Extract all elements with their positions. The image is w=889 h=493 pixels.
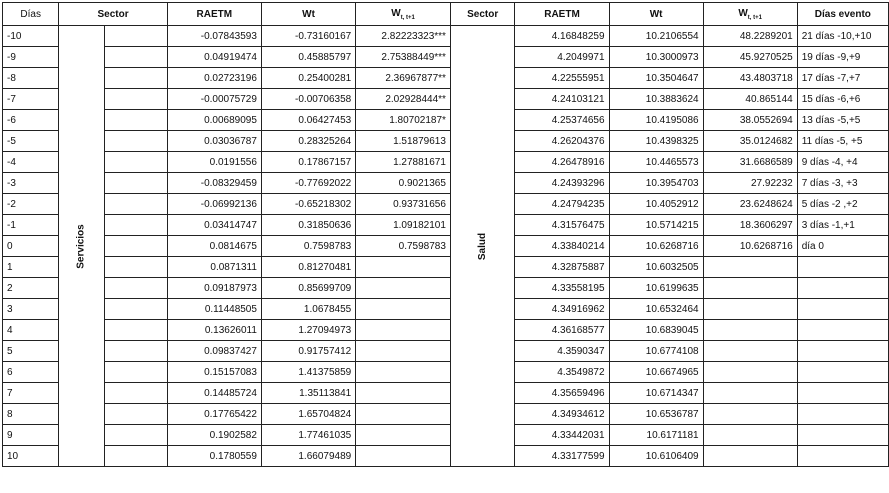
cell-empty (104, 236, 167, 257)
header-dias: Días (3, 3, 59, 26)
cell-wtt-salud: 23.6248624 (703, 194, 797, 215)
cell-dia: -6 (3, 110, 59, 131)
cell-raetm-servicios: 0.03036787 (167, 131, 261, 152)
cell-wtt-servicios: 2.36967877** (356, 68, 451, 89)
cell-wtt-servicios: 0.7598783 (356, 236, 451, 257)
cell-wtt-servicios (356, 341, 451, 362)
cell-wt-servicios: 0.31850636 (261, 215, 355, 236)
cell-dias-evento (797, 446, 888, 467)
cell-raetm-salud: 4.33840214 (515, 236, 609, 257)
cell-raetm-servicios: 0.0191556 (167, 152, 261, 173)
cell-dias-evento: 21 días -10,+10 (797, 26, 888, 47)
cell-raetm-salud: 4.24794235 (515, 194, 609, 215)
cell-dia: -10 (3, 26, 59, 47)
cell-wtt-servicios: 0.9021365 (356, 173, 451, 194)
cell-wtt-servicios (356, 425, 451, 446)
cell-empty (104, 278, 167, 299)
cell-raetm-servicios: 0.0871311 (167, 257, 261, 278)
cell-wt-servicios: 0.17867157 (261, 152, 355, 173)
cell-wtt-salud: 43.4803718 (703, 68, 797, 89)
cell-wt-servicios: 0.45885797 (261, 47, 355, 68)
cell-dias-evento (797, 362, 888, 383)
cell-wtt-salud (703, 278, 797, 299)
cell-wt-salud: 10.2106554 (609, 26, 703, 47)
cell-empty (104, 26, 167, 47)
cell-wtt-salud: 45.9270525 (703, 47, 797, 68)
cell-raetm-servicios: -0.06992136 (167, 194, 261, 215)
cell-wtt-salud (703, 257, 797, 278)
cell-empty (104, 215, 167, 236)
cell-dia: -8 (3, 68, 59, 89)
cell-raetm-salud: 4.33177599 (515, 446, 609, 467)
cell-raetm-servicios: 0.09187973 (167, 278, 261, 299)
cell-dias-evento: 7 días -3, +3 (797, 173, 888, 194)
cell-wtt-servicios (356, 362, 451, 383)
cell-empty (104, 425, 167, 446)
cell-wtt-salud: 27.92232 (703, 173, 797, 194)
cell-raetm-salud: 4.25374656 (515, 110, 609, 131)
cell-raetm-salud: 4.35659496 (515, 383, 609, 404)
cell-wt-salud: 10.3504647 (609, 68, 703, 89)
cell-wt-servicios: 0.85699709 (261, 278, 355, 299)
cell-raetm-servicios: -0.00075729 (167, 89, 261, 110)
cell-dia: 4 (3, 320, 59, 341)
cell-wtt-salud (703, 404, 797, 425)
cell-wt-servicios: 0.28325264 (261, 131, 355, 152)
cell-empty (104, 299, 167, 320)
cell-wt-servicios: 1.27094973 (261, 320, 355, 341)
header-row (3, 3, 889, 26)
cell-dia: 2 (3, 278, 59, 299)
cell-wt-salud: 10.6032505 (609, 257, 703, 278)
cell-dia: 1 (3, 257, 59, 278)
cell-raetm-salud: 4.26478916 (515, 152, 609, 173)
cell-raetm-salud: 4.16848259 (515, 26, 609, 47)
cell-wt-salud: 10.6839045 (609, 320, 703, 341)
cell-wtt-salud: 40.865144 (703, 89, 797, 110)
table-row (3, 131, 889, 152)
cell-dia: 10 (3, 446, 59, 467)
cell-raetm-salud: 4.24393296 (515, 173, 609, 194)
cell-raetm-servicios: 0.00689095 (167, 110, 261, 131)
cell-dia: -4 (3, 152, 59, 173)
cell-dias-evento: 9 días -4, +4 (797, 152, 888, 173)
cell-empty (104, 47, 167, 68)
cell-empty (104, 89, 167, 110)
cell-wtt-servicios (356, 404, 451, 425)
cell-raetm-salud: 4.3549872 (515, 362, 609, 383)
cell-dia: -1 (3, 215, 59, 236)
cell-wtt-salud: 38.0552694 (703, 110, 797, 131)
table-row (3, 89, 889, 110)
cell-empty (104, 68, 167, 89)
cell-wt-servicios: -0.65218302 (261, 194, 355, 215)
cell-empty (104, 131, 167, 152)
table-row (3, 404, 889, 425)
cell-dias-evento: 11 días -5, +5 (797, 131, 888, 152)
cell-raetm-servicios: 0.1902582 (167, 425, 261, 446)
cell-wtt-salud (703, 425, 797, 446)
cell-wt-servicios: 1.35113841 (261, 383, 355, 404)
cell-wtt-salud: 10.6268716 (703, 236, 797, 257)
cell-wt-servicios: 1.65704824 (261, 404, 355, 425)
table-row (3, 341, 889, 362)
cell-wtt-salud: 31.6686589 (703, 152, 797, 173)
cell-wtt-servicios: 1.27881671 (356, 152, 451, 173)
table-row (3, 68, 889, 89)
cell-wtt-servicios: 1.51879613 (356, 131, 451, 152)
cell-wt-servicios: 1.41375859 (261, 362, 355, 383)
cell-empty (104, 341, 167, 362)
cell-wt-salud: 10.4052912 (609, 194, 703, 215)
cell-raetm-salud: 4.36168577 (515, 320, 609, 341)
cell-wt-servicios: -0.00706358 (261, 89, 355, 110)
table-row (3, 26, 889, 47)
table-row (3, 362, 889, 383)
cell-wtt-servicios: 1.80702187* (356, 110, 451, 131)
sector-salud-cell (450, 26, 515, 467)
cell-raetm-servicios: 0.14485724 (167, 383, 261, 404)
cell-wtt-servicios (356, 299, 451, 320)
cell-raetm-servicios: 0.17765422 (167, 404, 261, 425)
cell-dias-evento: 3 días -1,+1 (797, 215, 888, 236)
cell-dias-evento: día 0 (797, 236, 888, 257)
cell-raetm-servicios: 0.13626011 (167, 320, 261, 341)
cell-wt-salud: 10.6199635 (609, 278, 703, 299)
cell-wt-servicios: 0.7598783 (261, 236, 355, 257)
cell-dia: 7 (3, 383, 59, 404)
cell-dias-evento (797, 257, 888, 278)
cell-dias-evento: 5 días -2 ,+2 (797, 194, 888, 215)
header-wtt-right: $W_{t, t+1}$ (703, 3, 797, 26)
sector-salud-label: Salud (477, 232, 489, 260)
cell-dias-evento: 19 días -9,+9 (797, 47, 888, 68)
cell-empty (104, 194, 167, 215)
cell-wtt-salud (703, 341, 797, 362)
cell-raetm-salud: 4.22555951 (515, 68, 609, 89)
cell-wtt-servicios (356, 383, 451, 404)
cell-wt-salud: 10.4195086 (609, 110, 703, 131)
cell-wt-salud: 10.6532464 (609, 299, 703, 320)
cell-empty (104, 173, 167, 194)
cell-raetm-salud: 4.3590347 (515, 341, 609, 362)
cell-wtt-servicios (356, 257, 451, 278)
cell-wt-salud: 10.3954703 (609, 173, 703, 194)
cell-wt-servicios: 1.66079489 (261, 446, 355, 467)
cell-wtt-servicios: 2.75388449*** (356, 47, 451, 68)
cell-empty (104, 404, 167, 425)
cell-wt-salud: 10.6171181 (609, 425, 703, 446)
table-row (3, 320, 889, 341)
event-study-table (2, 2, 889, 467)
table-row (3, 194, 889, 215)
cell-wt-salud: 10.6774108 (609, 341, 703, 362)
cell-wtt-servicios: 1.09182101 (356, 215, 451, 236)
table-row (3, 257, 889, 278)
cell-raetm-servicios: 0.04919474 (167, 47, 261, 68)
cell-empty (104, 257, 167, 278)
cell-dia: 3 (3, 299, 59, 320)
table-row (3, 173, 889, 194)
cell-empty (104, 110, 167, 131)
table-row (3, 152, 889, 173)
cell-wtt-salud: 48.2289201 (703, 26, 797, 47)
header-wt-right: Wt (609, 3, 703, 26)
cell-wt-servicios: 0.06427453 (261, 110, 355, 131)
sector-servicios-label: Servicios (76, 223, 88, 269)
cell-raetm-salud: 4.26204376 (515, 131, 609, 152)
cell-dias-evento (797, 320, 888, 341)
cell-wtt-servicios: 2.82223323*** (356, 26, 451, 47)
cell-wt-salud: 10.4398325 (609, 131, 703, 152)
cell-raetm-servicios: 0.09837427 (167, 341, 261, 362)
cell-raetm-servicios: 0.0814675 (167, 236, 261, 257)
cell-raetm-servicios: 0.02723196 (167, 68, 261, 89)
header-wt-left: Wt (261, 3, 355, 26)
cell-dia: -5 (3, 131, 59, 152)
cell-dia: 9 (3, 425, 59, 446)
table-row (3, 215, 889, 236)
header-sector-right: Sector (450, 3, 515, 26)
cell-wtt-salud (703, 446, 797, 467)
cell-wtt-salud (703, 299, 797, 320)
cell-empty (104, 383, 167, 404)
cell-dias-evento (797, 341, 888, 362)
cell-dia: 6 (3, 362, 59, 383)
cell-dias-evento (797, 278, 888, 299)
header-sector-left: Sector (59, 3, 167, 26)
cell-dias-evento: 15 días -6,+6 (797, 89, 888, 110)
cell-wt-servicios: -0.77692022 (261, 173, 355, 194)
cell-dia: 0 (3, 236, 59, 257)
cell-dias-evento (797, 383, 888, 404)
cell-wt-servicios: 0.81270481 (261, 257, 355, 278)
cell-raetm-servicios: 0.03414747 (167, 215, 261, 236)
cell-dia: 5 (3, 341, 59, 362)
cell-raetm-salud: 4.31576475 (515, 215, 609, 236)
table-row (3, 47, 889, 68)
cell-raetm-servicios: -0.07843593 (167, 26, 261, 47)
cell-wtt-servicios (356, 320, 451, 341)
cell-raetm-servicios: 0.15157083 (167, 362, 261, 383)
cell-wt-salud: 10.3883624 (609, 89, 703, 110)
cell-dias-evento: 17 días -7,+7 (797, 68, 888, 89)
cell-wt-salud: 10.6268716 (609, 236, 703, 257)
cell-wtt-servicios: 2.02928444** (356, 89, 451, 110)
cell-raetm-salud: 4.24103121 (515, 89, 609, 110)
cell-wtt-salud (703, 320, 797, 341)
cell-wt-servicios: 0.91757412 (261, 341, 355, 362)
cell-raetm-salud: 4.34916962 (515, 299, 609, 320)
cell-wtt-salud (703, 362, 797, 383)
cell-dia: -7 (3, 89, 59, 110)
cell-wtt-servicios: 0.93731656 (356, 194, 451, 215)
cell-empty (104, 320, 167, 341)
table-row (3, 278, 889, 299)
cell-raetm-salud: 4.33558195 (515, 278, 609, 299)
header-raetm-right: RAETM (515, 3, 609, 26)
cell-wtt-salud (703, 383, 797, 404)
cell-empty (104, 446, 167, 467)
cell-dias-evento: 13 días -5,+5 (797, 110, 888, 131)
table-row (3, 236, 889, 257)
cell-wt-salud: 10.6714347 (609, 383, 703, 404)
cell-raetm-salud: 4.32875887 (515, 257, 609, 278)
table-row (3, 383, 889, 404)
cell-raetm-servicios: 0.1780559 (167, 446, 261, 467)
cell-dias-evento (797, 425, 888, 446)
cell-wt-salud: 10.6674965 (609, 362, 703, 383)
table-row (3, 299, 889, 320)
cell-empty (104, 152, 167, 173)
cell-dia: -2 (3, 194, 59, 215)
cell-dia: -9 (3, 47, 59, 68)
cell-wt-servicios: 1.77461035 (261, 425, 355, 446)
cell-wtt-servicios (356, 446, 451, 467)
cell-empty (104, 362, 167, 383)
table-row (3, 110, 889, 131)
cell-raetm-salud: 4.33442031 (515, 425, 609, 446)
cell-wt-salud: 10.5714215 (609, 215, 703, 236)
header-wtt-left: $W_{t, t+1}$ (356, 3, 451, 26)
table-row (3, 446, 889, 467)
cell-wt-salud: 10.3000973 (609, 47, 703, 68)
cell-dias-evento (797, 404, 888, 425)
header-dias-evento: Días evento (797, 3, 888, 26)
cell-raetm-servicios: -0.08329459 (167, 173, 261, 194)
cell-wtt-salud: 35.0124682 (703, 131, 797, 152)
cell-wtt-servicios (356, 278, 451, 299)
header-raetm-left: RAETM (167, 3, 261, 26)
cell-wt-salud: 10.4465573 (609, 152, 703, 173)
cell-dias-evento (797, 299, 888, 320)
cell-dia: -3 (3, 173, 59, 194)
cell-raetm-servicios: 0.11448505 (167, 299, 261, 320)
cell-wt-salud: 10.6106409 (609, 446, 703, 467)
sector-servicios-cell (59, 26, 104, 467)
cell-wt-servicios: -0.73160167 (261, 26, 355, 47)
cell-raetm-salud: 4.34934612 (515, 404, 609, 425)
cell-wt-servicios: 0.25400281 (261, 68, 355, 89)
cell-wtt-salud: 18.3606297 (703, 215, 797, 236)
cell-raetm-salud: 4.2049971 (515, 47, 609, 68)
cell-wt-servicios: 1.0678455 (261, 299, 355, 320)
cell-wt-salud: 10.6536787 (609, 404, 703, 425)
table-row (3, 425, 889, 446)
cell-dia: 8 (3, 404, 59, 425)
